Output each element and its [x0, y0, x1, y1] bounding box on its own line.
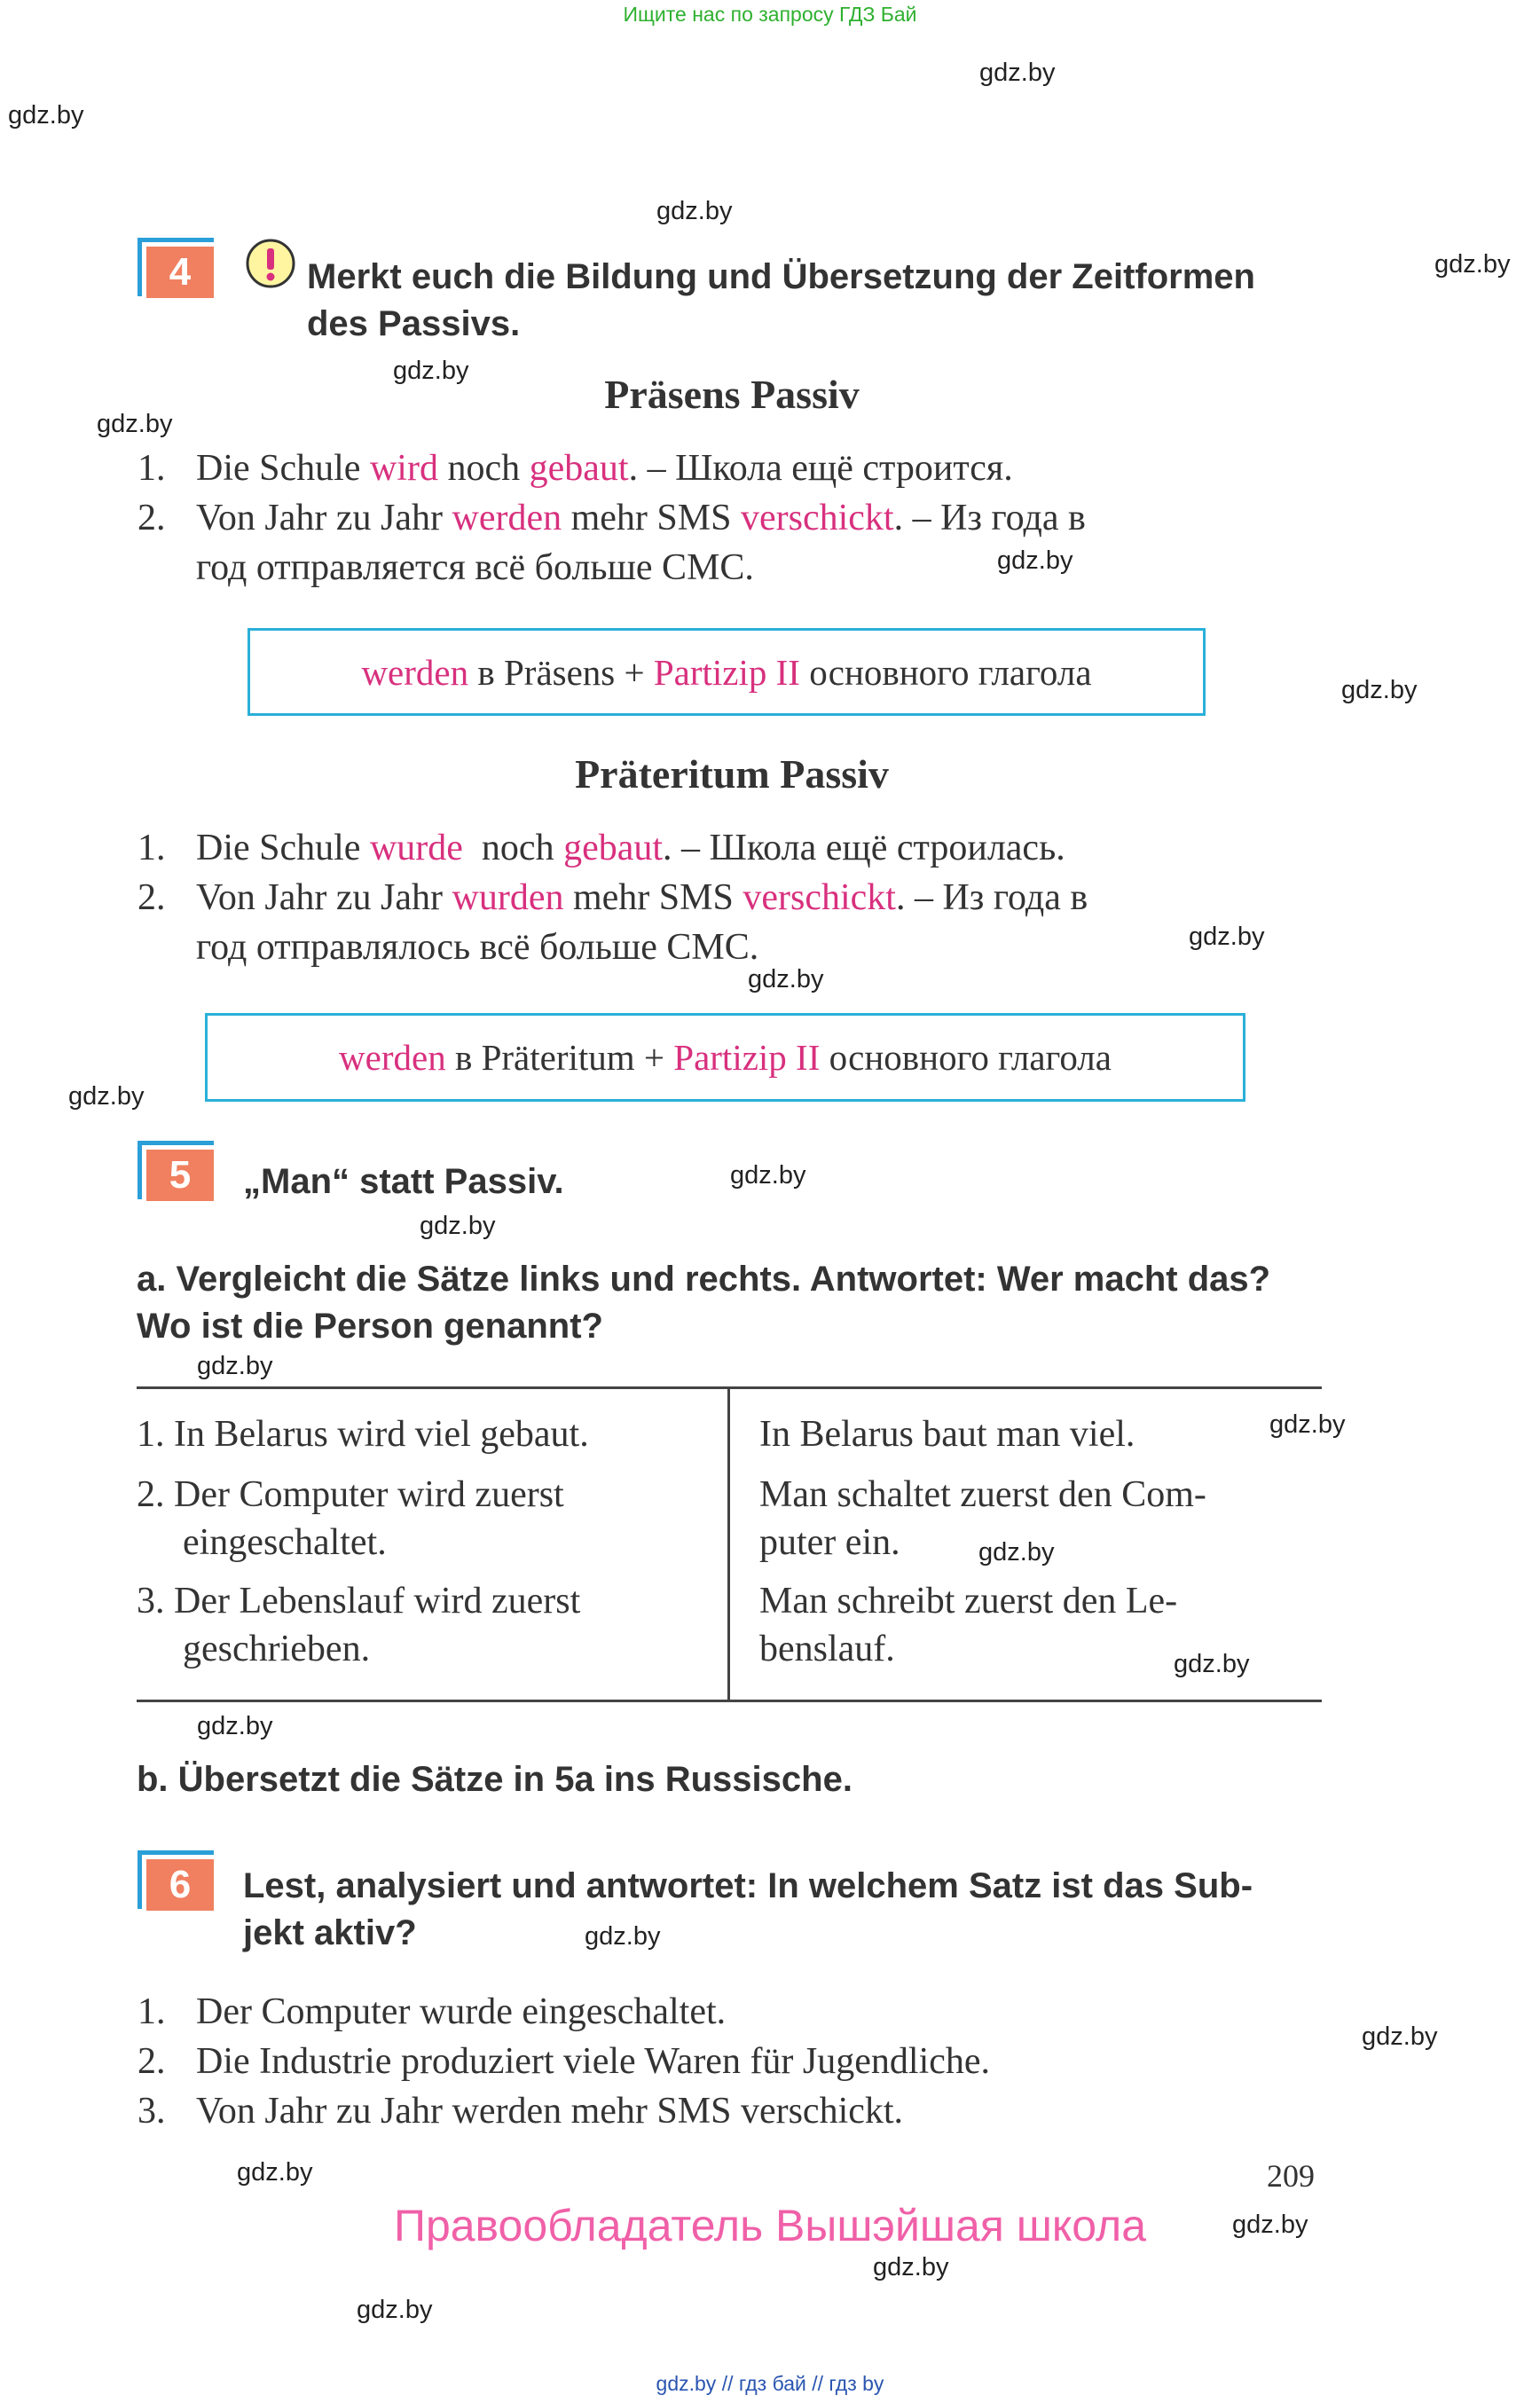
- watermark: gdz.by: [730, 1161, 806, 1190]
- exercise-number: 4: [146, 247, 214, 298]
- watermark: gdz.by: [237, 2158, 313, 2187]
- watermark: gdz.by: [1232, 2211, 1308, 2239]
- exercise-5-heading: „Man“ statt Passiv.: [243, 1162, 564, 1201]
- watermark: gdz.by: [978, 1538, 1055, 1567]
- exercise-5b-task: b. Übersetzt die Sätze in 5a ins Russische.: [137, 1760, 852, 1799]
- table-left-row-3: 3. Der Lebenslauf wird zuerst geschrieben.: [137, 1581, 581, 1669]
- comparison-table: [137, 1386, 1322, 1702]
- watermark: gdz.by: [97, 410, 173, 438]
- page-number: 209: [1267, 2158, 1315, 2194]
- table-right-row-2: Man schaltet zuerst den Com- puter ein.: [759, 1474, 1206, 1563]
- watermark: gdz.by: [585, 1922, 661, 1951]
- watermark: gdz.by: [1362, 2022, 1438, 2051]
- table-divider: [727, 1389, 730, 1700]
- exercise-5-badge: [138, 1141, 214, 1201]
- table-right-row-3: Man schreibt zuerst den Le- benslauf.: [759, 1581, 1178, 1669]
- watermark: gdz.by: [656, 197, 733, 225]
- table-left-row-2: 2. Der Computer wird zuerst eingeschaltet.: [137, 1474, 564, 1563]
- footer-note: gdz.by // гдз бай // гдз by: [656, 2372, 884, 2395]
- watermark: gdz.by: [979, 59, 1056, 87]
- exclamation-icon: [245, 238, 296, 289]
- praesens-title: Präsens Passiv: [604, 372, 860, 417]
- watermark: gdz.by: [68, 1082, 145, 1111]
- exercise-5a-task: a. Vergleicht die Sätze links und rechts. Antwortet: Wer macht das? Wo ist die Person genannt?: [137, 1260, 1271, 1346]
- exercise-number: 5: [146, 1150, 214, 1201]
- exercise-4-badge: [138, 238, 214, 298]
- praesens-rule-box: werden в Präsens + Partizip II основного глагола: [248, 628, 1206, 716]
- watermark: gdz.by: [393, 357, 469, 385]
- watermark: gdz.by: [748, 965, 824, 993]
- watermark: gdz.by: [197, 1712, 273, 1740]
- watermark: gdz.by: [873, 2253, 949, 2281]
- watermark: gdz.by: [1174, 1650, 1250, 1678]
- watermark: gdz.by: [357, 2296, 433, 2324]
- watermark: gdz.by: [1269, 1410, 1346, 1439]
- praeteritum-title: Präteritum Passiv: [575, 751, 889, 797]
- watermark: gdz.by: [8, 101, 84, 130]
- watermark: gdz.by: [197, 1352, 273, 1380]
- top-note: Ищите нас по запросу ГДЗ Бай: [623, 3, 917, 26]
- praeteritum-rule-box: werden в Präteritum + Partizip II основного глагола: [205, 1013, 1245, 1102]
- exercise-6-badge: [138, 1850, 214, 1911]
- watermark: gdz.by: [1189, 923, 1265, 951]
- watermark: gdz.by: [997, 546, 1073, 575]
- exercise-number: 6: [146, 1859, 214, 1911]
- exercise-4-heading: Merkt euch die Bildung und Übersetzung der Zeitformen des Passivs.: [307, 257, 1255, 343]
- copyright-notice: Правообладатель Вышэйшая школа: [394, 2201, 1146, 2250]
- watermark: gdz.by: [420, 1212, 496, 1240]
- watermark: gdz.by: [1434, 250, 1511, 279]
- watermark: gdz.by: [1341, 676, 1418, 704]
- exercise-6-heading: Lest, analysiert und antwortet: In welchem Satz ist das Sub- jekt aktiv?: [243, 1866, 1253, 1952]
- table-right-row-1: In Belarus baut man viel.: [759, 1414, 1135, 1455]
- table-left-row-1: 1. In Belarus wird viel gebaut.: [137, 1414, 589, 1455]
